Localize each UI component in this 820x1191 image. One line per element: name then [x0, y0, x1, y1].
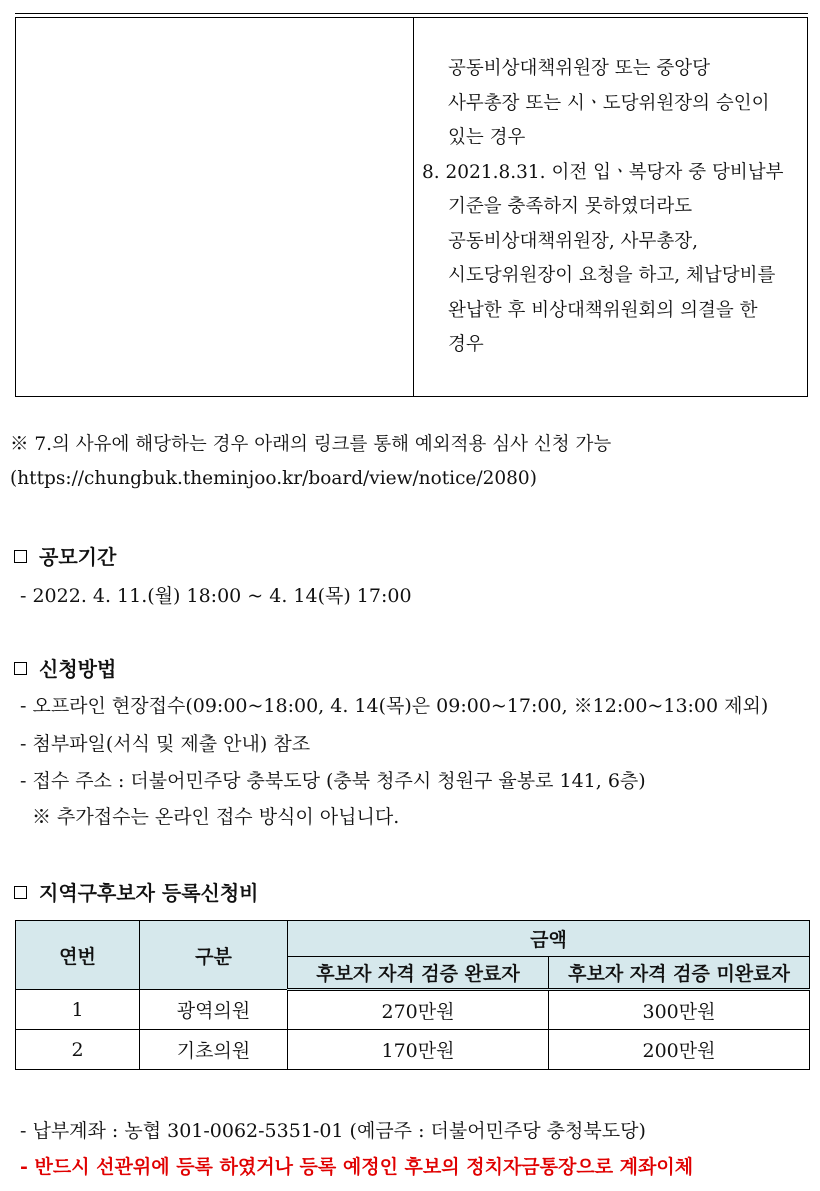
- method-item: - 첨부파일(서식 및 제출 안내) 참조: [20, 733, 311, 755]
- row-unverified: 200만원: [549, 1030, 810, 1070]
- row-no: 1: [16, 990, 140, 1030]
- method-item: - 오프라인 현장접수(09:00~18:00, 4. 14(목)은 09:00~17:00, ※12:00~13:00 제외): [20, 695, 769, 717]
- criteria-line: 시도당위원장이 요청을 하고, 체납당비를: [448, 265, 776, 286]
- criteria-line: 경우: [448, 334, 484, 355]
- header-unverified: 후보자 자격 검증 미완료자: [549, 957, 810, 990]
- criteria-line: 있는 경우: [448, 127, 526, 148]
- table-row: [16, 990, 810, 1030]
- criteria-text-cell: [414, 18, 807, 396]
- criteria-line: 사무총장 또는 시ㆍ도당위원장의 승인이: [448, 92, 770, 114]
- period-title: 공모기간: [39, 545, 117, 569]
- checkbox-square-icon: [14, 886, 27, 899]
- empty-left-cell: [16, 18, 414, 396]
- account-info: - 납부계좌 : 농협 301-0062-5351-01 (예금주 : 더불어민주당 충청북도당): [20, 1120, 646, 1142]
- period-item: - 2022. 4. 11.(월) 18:00 ~ 4. 14(목) 17:00: [20, 585, 412, 607]
- criteria-line: 공동비상대책위원장, 사무총장,: [448, 230, 698, 252]
- transfer-warning: - 반드시 선관위에 등록 하였거나 등록 예정인 후보의 정치자금통장으로 계좌이체: [20, 1156, 694, 1178]
- method-title: 신청방법: [39, 657, 117, 681]
- criteria-line: 8. 2021.8.31. 이전 입ㆍ복당자 중 당비납부: [422, 161, 784, 183]
- row-unverified: 300만원: [549, 990, 810, 1030]
- criteria-line: 공동비상대책위원장 또는 중앙당: [448, 58, 710, 79]
- row-no: 2: [16, 1030, 140, 1070]
- method-note: ※ 추가접수는 온라인 접수 방식이 아닙니다.: [32, 806, 400, 828]
- checkbox-square-icon: [14, 662, 27, 675]
- row-type: 기초의원: [140, 1030, 288, 1070]
- top-rule: [15, 13, 808, 14]
- fee-title: 지역구후보자 등록신청비: [39, 881, 259, 905]
- header-amount: 금액: [288, 921, 810, 957]
- header-no: 연번: [16, 921, 140, 990]
- table-row: [16, 1030, 810, 1070]
- fee-table: [15, 920, 810, 1070]
- header-type: 구분: [140, 921, 288, 990]
- row-verified: 270만원: [288, 990, 549, 1030]
- fee-heading: [14, 877, 258, 906]
- criteria-table-fragment: [15, 17, 808, 397]
- header-verified: 후보자 자격 검증 완료자: [288, 957, 549, 990]
- period-heading: [14, 541, 116, 570]
- exception-note: ※ 7.의 사유에 해당하는 경우 아래의 링크를 통해 예외적용 심사 신청 가능: [10, 434, 612, 455]
- exception-link[interactable]: (https://chungbuk.theminjoo.kr/board/view/notice/2080): [10, 468, 537, 489]
- method-item: - 접수 주소 : 더불어민주당 충북도당 (충북 청주시 청원구 율봉로 141, 6층): [20, 770, 646, 792]
- checkbox-square-icon: [14, 550, 27, 563]
- row-verified: 170만원: [288, 1030, 549, 1070]
- row-type: 광역의원: [140, 990, 288, 1030]
- method-heading: [14, 653, 116, 682]
- criteria-line: 기준을 충족하지 못하였더라도: [448, 196, 693, 217]
- criteria-line: 완납한 후 비상대책위원회의 의결을 한: [448, 299, 758, 321]
